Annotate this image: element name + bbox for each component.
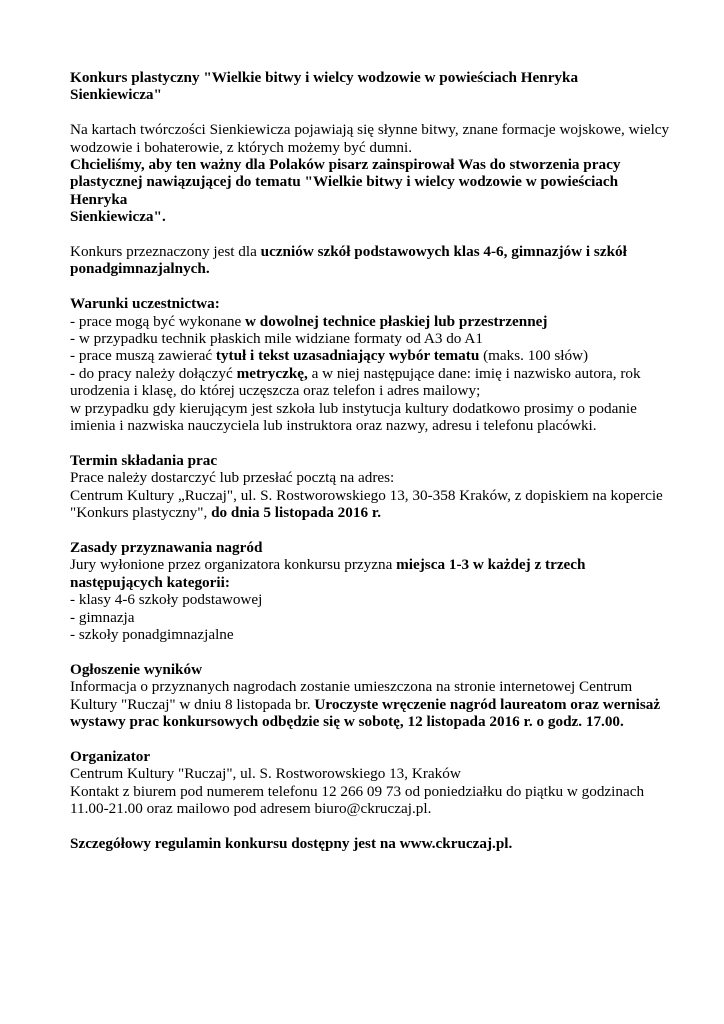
- target-section: [70, 243, 670, 278]
- results-section: [70, 661, 670, 731]
- deadline-line: Centrum Kultury „Ruczaj", ul. S. Rostworowskiego 13, 30-358 Kraków, z dopiskiem na kopercie: [70, 486, 663, 504]
- target-line: Konkurs przeznaczony jest dla uczniów szkół podstawowych klas 4-6, gimnazjów i szkół: [70, 243, 627, 261]
- category-item: - klasy 4-6 szkoły podstawowej: [70, 591, 263, 609]
- condition-item: - prace muszą zawierać tytuł i tekst uzasadniający wybór tematu (maks. 100 słów): [70, 347, 589, 365]
- section-heading: Warunki uczestnictwa:: [70, 295, 220, 313]
- category-item: - szkoły ponadgimnazjalne: [70, 625, 234, 643]
- condition-item: w przypadku gdy kierującym jest szkoła lub instytucja kultury dodatkowo prosimy o podanie: [70, 399, 637, 417]
- target-line: ponadgimnazjalnych.: [70, 260, 210, 278]
- organizer-line: Centrum Kultury "Ruczaj", ul. S. Rostworowskiego 13, Kraków: [70, 765, 461, 783]
- document-page: [70, 69, 670, 852]
- document-title: Konkurs plastyczny "Wielkie bitwy i wielcy wodzowie w powieściach Henryka Sienkiewicza": [70, 69, 579, 104]
- intro-line: wodzowie i bohaterowie, z których możemy być dumni.: [70, 138, 413, 156]
- section-heading: Ogłoszenie wyników: [70, 660, 203, 678]
- results-line: wystawy prac konkursowych odbędzie się w sobotę, 12 listopada 2016 r. o godz. 17.00.: [70, 712, 624, 730]
- condition-item: - prace mogą być wykonane w dowolnej technice płaskiej lub przestrzennej: [70, 312, 548, 330]
- results-line: Informacja o przyznanych nagrodach zostanie umieszczona na stronie internetowej Centrum: [70, 678, 633, 696]
- intro-line: Na kartach twórczości Sienkiewicza pojawiają się słynne bitwy, znane formacje wojskowe, wielcy: [70, 121, 670, 139]
- intro-bold-line: plastycznej nawiązującej do tematu "Wielkie bitwy i wielcy wodzowie w powieściach Henryka: [70, 173, 619, 208]
- prizes-section: [70, 539, 670, 643]
- conditions-section: [70, 295, 670, 434]
- deadline-section: [70, 452, 670, 522]
- section-heading: Zasady przyznawania nagród: [70, 538, 263, 556]
- intro-bold-line: Chcieliśmy, aby ten ważny dla Polaków pisarz zainspirował Was do stworzenia pracy: [70, 156, 621, 174]
- condition-item: imienia i nazwiska nauczyciela lub instruktora oraz nazwy, adresu i telefonu placówki.: [70, 417, 597, 435]
- intro-section: [70, 121, 670, 225]
- condition-item: - w przypadku technik płaskich mile widziane formaty od A3 do A1: [70, 330, 483, 348]
- prizes-line: Jury wyłonione przez organizatora konkursu przyzna miejsca 1-3 w każdej z trzech: [70, 556, 586, 574]
- category-item: - gimnazja: [70, 608, 135, 626]
- organizer-line: 11.00-21.00 oraz mailowo pod adresem biuro@ckruczaj.pl.: [70, 799, 432, 817]
- prizes-line: następujących kategorii:: [70, 573, 230, 591]
- deadline-line: Prace należy dostarczyć lub przesłać pocztą na adres:: [70, 469, 395, 487]
- condition-item: - do pracy należy dołączyć metryczkę, a w niej następujące dane: imię i nazwisko autora, rok: [70, 364, 641, 382]
- organizer-section: [70, 748, 670, 818]
- section-heading: Termin składania prac: [70, 451, 218, 469]
- condition-item: urodzenia i klasę, do której uczęszcza oraz telefon i adres mailowy;: [70, 382, 481, 400]
- deadline-line: "Konkurs plastyczny", do dnia 5 listopada 2016 r.: [70, 504, 381, 522]
- footer-note: Szczegółowy regulamin konkursu dostępny jest na www.ckruczaj.pl.: [70, 834, 513, 852]
- results-line: Kultury "Ruczaj" w dniu 8 listopada br. Uroczyste wręczenie nagród laureatom oraz wernisaż: [70, 695, 661, 713]
- section-heading: Organizator: [70, 747, 151, 765]
- intro-bold-line: Sienkiewicza".: [70, 208, 166, 226]
- organizer-line: Kontakt z biurem pod numerem telefonu 12 266 09 73 od poniedziałku do piątku w godzinach: [70, 782, 645, 800]
